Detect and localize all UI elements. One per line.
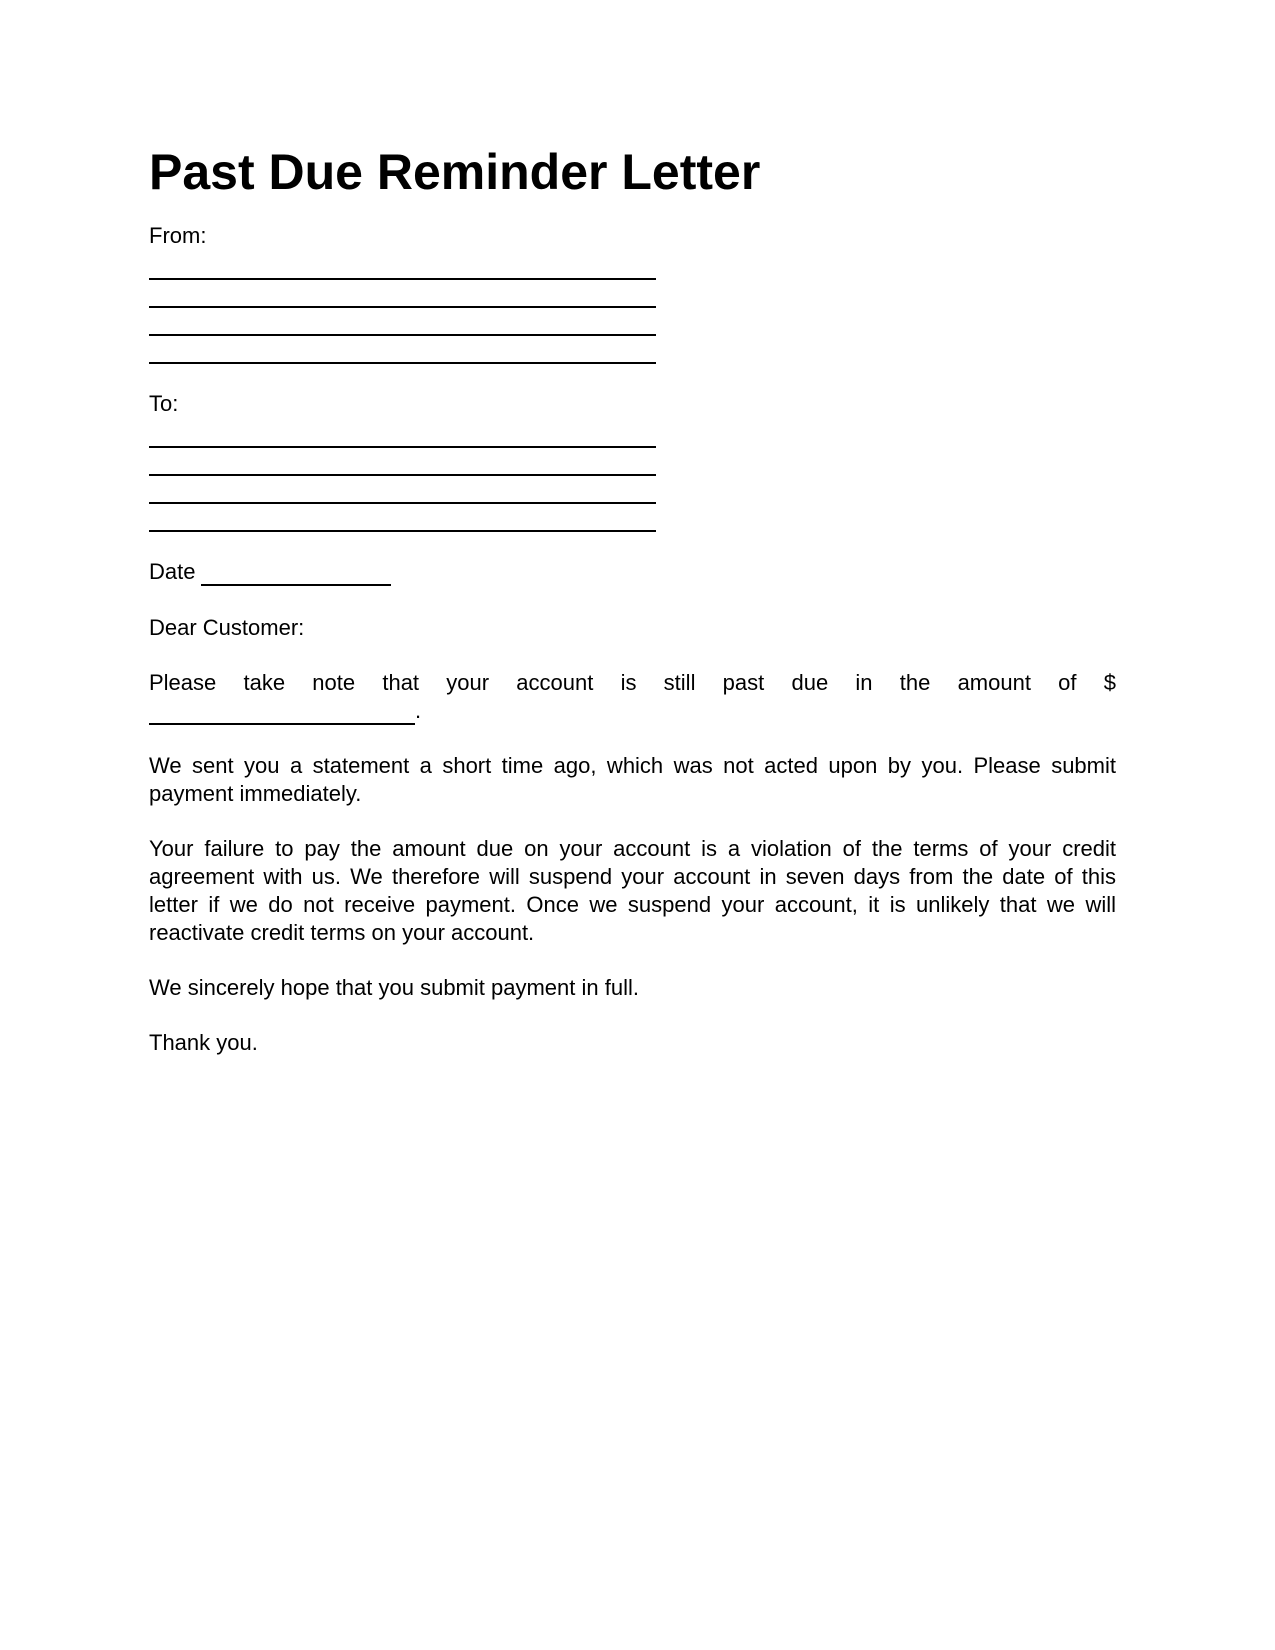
amount-line-row <box>149 697 1116 725</box>
from-address-line <box>149 252 656 280</box>
letter-page <box>149 140 1116 1057</box>
date-row <box>149 558 1116 586</box>
to-address-line <box>149 420 656 448</box>
salutation: Dear Customer: <box>149 615 305 640</box>
amount-blank-line <box>149 701 415 725</box>
from-address-lines <box>149 252 656 364</box>
paragraph-amount-text: Please take note that your account is still past due in the amount of $ <box>149 670 1116 695</box>
to-address-line <box>149 504 656 532</box>
paragraph-suspension: Your failure to pay the amount due on your account is a violation of the terms of your credit agreement with us. We therefore will suspend your account in seven days from the date of this letter if we do not receive payment. Once we suspend your account, it is unlikely that we will reactivate credit terms on your account. <box>149 836 1116 945</box>
amount-period: . <box>415 698 422 723</box>
paragraph-statement: We sent you a statement a short time ago, which was not acted upon by you. Please submit payment immediately. <box>149 753 1116 806</box>
to-address-line <box>149 476 656 504</box>
paragraph-amount-due <box>149 669 1116 697</box>
from-address-line <box>149 336 656 364</box>
to-label: To: <box>149 391 179 416</box>
date-blank-line <box>201 560 391 586</box>
from-label: From: <box>149 223 207 248</box>
from-address-line <box>149 308 656 336</box>
from-address-line <box>149 280 656 308</box>
paragraph-thanks: Thank you. <box>149 1030 258 1055</box>
to-address-lines <box>149 420 656 532</box>
to-address-line <box>149 448 656 476</box>
date-label: Date <box>149 559 196 584</box>
letter-title: Past Due Reminder Letter <box>149 144 761 200</box>
paragraph-hope: We sincerely hope that you submit payment in full. <box>149 975 639 1000</box>
